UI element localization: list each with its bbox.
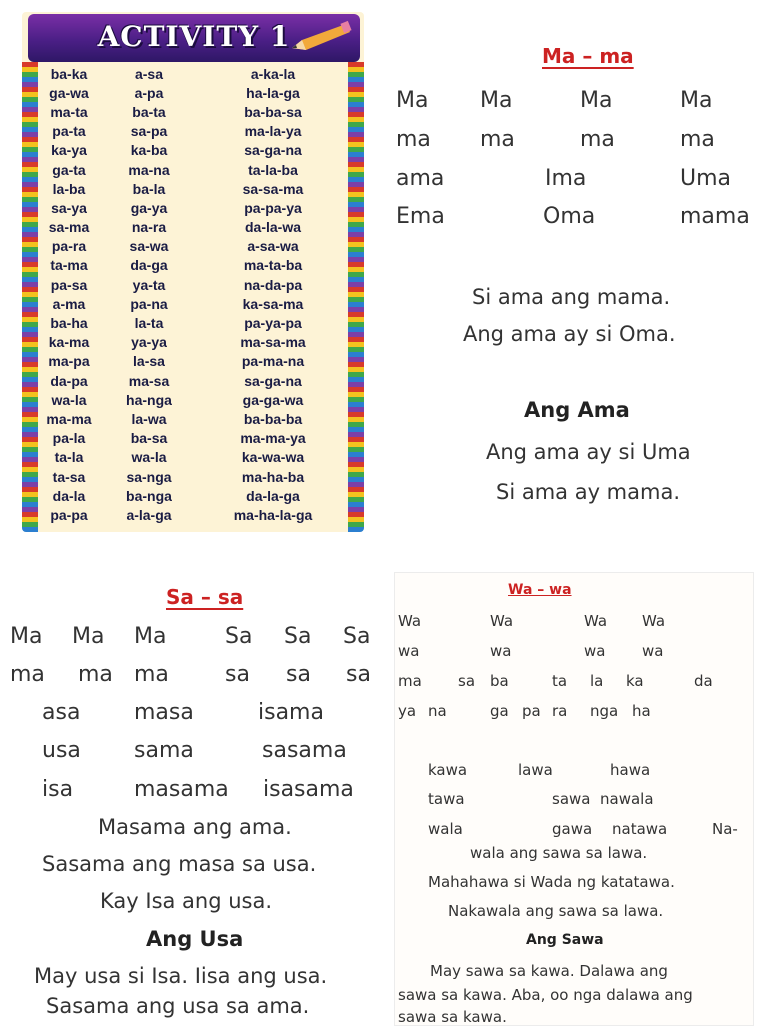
wawa-word: gawa xyxy=(552,820,593,838)
sasa-word: ma xyxy=(134,662,169,687)
mama-sentence: Ang ama ay si Uma xyxy=(486,440,691,464)
wawa-word: wa xyxy=(398,642,420,660)
syllable-cell: pa-ya-pa xyxy=(244,315,302,332)
wawa-syllable: ba xyxy=(490,672,509,690)
syllable-row xyxy=(38,448,348,467)
syllable-cell: da-ga xyxy=(130,257,168,274)
mama-title: Ma – ma xyxy=(542,44,634,68)
syllable-row xyxy=(38,141,348,160)
sasa-sentence: Sasama ang usa sa ama. xyxy=(46,994,310,1018)
syllable-cell: sa-sa-ma xyxy=(242,180,304,197)
syllable-row xyxy=(38,486,348,505)
sasa-word: isama xyxy=(258,700,324,725)
syllable-row xyxy=(38,237,348,256)
syllable-cell: ma-sa-ma xyxy=(240,334,306,351)
syllable-row xyxy=(38,294,348,313)
wawa-word: wa xyxy=(642,642,664,660)
syllable-cell: ma-la-ya xyxy=(244,123,302,140)
mama-word: ma xyxy=(680,127,715,152)
wawa-word: tawa xyxy=(428,790,465,808)
syllable-row xyxy=(38,179,348,198)
syllable-row xyxy=(38,160,348,179)
syllable-cell: la-sa xyxy=(133,353,165,370)
syllable-cell: pa-la xyxy=(52,430,86,447)
wawa-sentence: Mahahawa si Wada ng katatawa. xyxy=(428,873,675,891)
syllable-cell: ma-na xyxy=(128,161,170,178)
syllable-cell: ga-wa xyxy=(49,84,89,101)
syllable-cell: ka-sa-ma xyxy=(242,295,304,312)
syllable-cell: a-pa xyxy=(134,84,164,101)
wawa-word: lawa xyxy=(518,761,553,779)
syllable-cell: ba-ka xyxy=(50,65,88,82)
sasa-word: masama xyxy=(134,777,229,802)
syllable-cell: ga-ya xyxy=(130,199,168,216)
syllable-row xyxy=(38,122,348,141)
syllable-row xyxy=(38,505,348,524)
sasa-word: Ma xyxy=(10,624,43,649)
mama-word: Ma xyxy=(396,88,429,113)
syllable-cell: sa-pa xyxy=(130,123,168,140)
mama-story-heading: Ang Ama xyxy=(524,398,630,422)
syllable-cell: ma-pa xyxy=(48,353,90,370)
wawa-paragraph-line: sawa sa kawa. Aba, oo nga dalawa ang xyxy=(398,986,693,1004)
syllable-cell: ha-la-ga xyxy=(246,84,300,101)
pencil-icon xyxy=(284,20,354,56)
sasa-word: isasama xyxy=(263,777,354,802)
syllable-cell: da-pa xyxy=(50,372,88,389)
sasa-word: Ma xyxy=(134,624,167,649)
syllable-cell: da-la-wa xyxy=(244,219,301,236)
syllable-cell: na-da-pa xyxy=(243,276,303,293)
sasa-word: sa xyxy=(346,662,371,687)
syllable-cell: ga-ta xyxy=(52,161,86,178)
mama-word: ama xyxy=(396,166,445,191)
syllable-cell: pa-pa-ya xyxy=(244,199,302,216)
syllable-row xyxy=(38,102,348,121)
syllable-cell: sa-nga xyxy=(126,468,172,485)
mama-word: Oma xyxy=(543,204,596,229)
activity-title: ACTIVITY 1 xyxy=(97,20,291,53)
syllable-cell: pa-ma-na xyxy=(241,353,305,370)
syllable-cell: a-ka-la xyxy=(250,65,296,82)
syllable-cell: a-ma xyxy=(52,295,86,312)
wawa-word: wala xyxy=(428,820,463,838)
sasa-word: sa xyxy=(225,662,250,687)
wawa-syllable: ya xyxy=(398,702,417,720)
wawa-sentence: Nakawala ang sawa sa lawa. xyxy=(448,902,664,920)
sasa-word: ma xyxy=(10,662,45,687)
sasa-sentence: Sasama ang masa sa usa. xyxy=(42,852,317,876)
syllable-grid xyxy=(38,64,348,525)
wawa-word: nawala xyxy=(600,790,654,808)
mama-word: Uma xyxy=(680,166,732,191)
syllable-cell: ka-ma xyxy=(48,334,90,351)
syllable-cell: la-wa xyxy=(131,410,167,427)
syllable-cell: ta-la xyxy=(54,449,84,466)
wawa-paragraph-line: May sawa sa kawa. Dalawa ang xyxy=(430,962,668,980)
wawa-word: wa xyxy=(584,642,606,660)
syllable-cell: ba-ba-sa xyxy=(244,103,302,120)
sasa-word: sama xyxy=(134,738,194,763)
syllable-row xyxy=(38,352,348,371)
syllable-cell: a-sa xyxy=(134,65,164,82)
activity-banner xyxy=(28,14,360,62)
syllable-cell: ba-sa xyxy=(130,430,168,447)
syllable-cell: ma-sa xyxy=(128,372,170,389)
sasa-word: ma xyxy=(78,662,113,687)
syllable-cell: ma-ma-ya xyxy=(240,430,306,447)
wawa-syllable: ra xyxy=(552,702,568,720)
mama-sentence: Si ama ay mama. xyxy=(496,480,681,504)
syllable-cell: a-la-ga xyxy=(126,506,172,523)
mama-sentence: Ang ama ay si Oma. xyxy=(463,322,676,346)
sasa-word: Ma xyxy=(72,624,105,649)
wawa-syllable: na xyxy=(428,702,447,720)
wawa-word: sawa xyxy=(552,790,591,808)
mama-word: ma xyxy=(580,127,615,152)
syllable-row xyxy=(38,218,348,237)
sasa-word: sasama xyxy=(262,738,347,763)
syllable-cell: da-la-ga xyxy=(246,487,300,504)
syllable-cell: ma-ta xyxy=(50,103,88,120)
syllable-cell: la-ba xyxy=(52,180,86,197)
syllable-cell: ma-ta-ba xyxy=(243,257,303,274)
wawa-story-heading: Ang Sawa xyxy=(526,932,604,948)
syllable-cell: ga-ga-wa xyxy=(242,391,304,408)
sasa-word: Sa xyxy=(225,624,253,649)
syllable-cell: pa-ra xyxy=(51,238,87,255)
wawa-sentence: wala ang sawa sa lawa. xyxy=(470,844,648,862)
syllable-cell: sa-ga-na xyxy=(244,142,302,159)
syllable-row xyxy=(38,83,348,102)
syllable-cell: na-ra xyxy=(131,219,167,236)
wawa-syllable: ka xyxy=(626,672,644,690)
sasa-story-heading: Ang Usa xyxy=(146,927,244,951)
syllable-cell: ta-ma xyxy=(50,257,88,274)
syllable-cell: ta-sa xyxy=(52,468,86,485)
mama-word: mama xyxy=(680,204,750,229)
right-border-stripes xyxy=(348,62,364,532)
syllable-cell: ma-ha-ba xyxy=(241,468,305,485)
syllable-cell: ba-ba-ba xyxy=(243,410,303,427)
sasa-sentence: May usa si Isa. Iisa ang usa. xyxy=(34,964,328,988)
sasa-title: Sa – sa xyxy=(166,585,244,609)
wawa-syllable: ma xyxy=(398,672,422,690)
syllable-row xyxy=(38,467,348,486)
syllable-cell: la-ta xyxy=(134,315,164,332)
wawa-syllable: ta xyxy=(552,672,568,690)
syllable-cell: ba-ta xyxy=(132,103,166,120)
wawa-syllable: pa xyxy=(522,702,541,720)
syllable-cell: sa-ya xyxy=(51,199,87,216)
wawa-word: kawa xyxy=(428,761,468,779)
mama-word: Ema xyxy=(396,204,445,229)
syllable-cell: ka-ba xyxy=(130,142,168,159)
syllable-cell: a-sa-wa xyxy=(247,238,299,255)
syllable-cell: ta-la-ba xyxy=(248,161,298,178)
syllable-cell: ba-ha xyxy=(50,315,88,332)
mama-word: Ma xyxy=(680,88,713,113)
mama-word: ma xyxy=(396,127,431,152)
syllable-cell: sa-ga-na xyxy=(244,372,302,389)
wawa-word: Wa xyxy=(490,612,514,630)
sasa-word: Sa xyxy=(343,624,371,649)
wawa-word: Wa xyxy=(398,612,422,630)
syllable-cell: wa-la xyxy=(131,449,167,466)
syllable-cell: ma-ma xyxy=(46,410,92,427)
activity-card xyxy=(22,12,364,532)
syllable-row xyxy=(38,390,348,409)
syllable-cell: ya-ya xyxy=(131,334,167,351)
syllable-row xyxy=(38,409,348,428)
wawa-word: Wa xyxy=(584,612,608,630)
syllable-cell: sa-wa xyxy=(129,238,169,255)
sasa-sentence: Kay Isa ang usa. xyxy=(100,889,273,913)
syllable-cell: da-la xyxy=(52,487,86,504)
sasa-word: asa xyxy=(42,700,81,725)
wawa-syllable: ga xyxy=(490,702,509,720)
wawa-paragraph-line: sawa sa kawa. xyxy=(398,1008,507,1026)
sasa-word: isa xyxy=(42,777,74,802)
syllable-cell: pa-na xyxy=(130,295,168,312)
wawa-syllable: sa xyxy=(458,672,476,690)
syllable-cell: ba-nga xyxy=(126,487,172,504)
syllable-row xyxy=(38,371,348,390)
syllable-cell: ma-ha-la-ga xyxy=(233,506,313,523)
syllable-row xyxy=(38,313,348,332)
wawa-word: wa xyxy=(490,642,512,660)
mama-word: Ma xyxy=(580,88,613,113)
sasa-word: Sa xyxy=(284,624,312,649)
syllable-cell: wa-la xyxy=(51,391,87,408)
syllable-cell: pa-pa xyxy=(50,506,88,523)
syllable-cell: ha-nga xyxy=(126,391,172,408)
wawa-syllable: ha xyxy=(632,702,651,720)
sasa-sentence: Masama ang ama. xyxy=(98,815,292,839)
syllable-row xyxy=(38,275,348,294)
sasa-word: sa xyxy=(286,662,311,687)
wawa-syllable: la xyxy=(590,672,604,690)
wawa-word: natawa xyxy=(612,820,668,838)
sasa-word: usa xyxy=(42,738,81,763)
wawa-word: Wa xyxy=(642,612,666,630)
syllable-row xyxy=(38,64,348,83)
sasa-word: masa xyxy=(134,700,194,725)
left-border-stripes xyxy=(22,62,38,532)
wawa-syllable: nga xyxy=(590,702,619,720)
syllable-cell: ka-ya xyxy=(51,142,87,159)
wawa-title: Wa – wa xyxy=(508,582,572,598)
mama-word: Ima xyxy=(545,166,587,191)
mama-word: ma xyxy=(480,127,515,152)
syllable-row xyxy=(38,333,348,352)
syllable-row xyxy=(38,198,348,217)
syllable-cell: pa-ta xyxy=(52,123,86,140)
syllable-cell: ka-wa-wa xyxy=(241,449,305,466)
wawa-word: Na- xyxy=(712,820,738,838)
syllable-cell: pa-sa xyxy=(50,276,88,293)
syllable-row xyxy=(38,256,348,275)
wawa-syllable: da xyxy=(694,672,713,690)
syllable-cell: ba-la xyxy=(132,180,166,197)
syllable-row xyxy=(38,429,348,448)
syllable-cell: ya-ta xyxy=(132,276,166,293)
mama-sentence: Si ama ang mama. xyxy=(472,285,671,309)
mama-word: Ma xyxy=(480,88,513,113)
syllable-cell: sa-ma xyxy=(48,219,90,236)
wawa-word: hawa xyxy=(610,761,651,779)
